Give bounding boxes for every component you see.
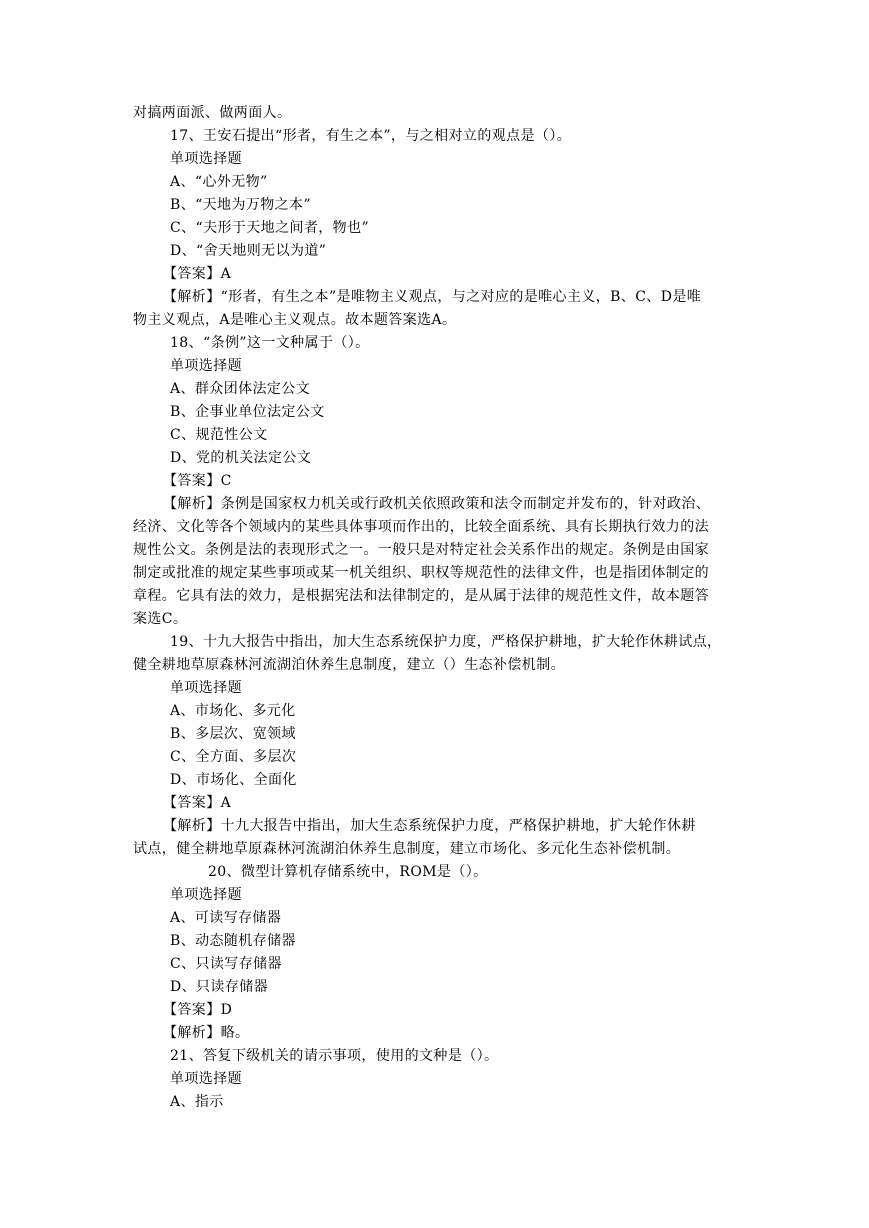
question-17-option-a: A、“心外无物” bbox=[170, 174, 268, 190]
question-18-explanation: 【解析】条例是国家权力机关或行政机关依照政策和法令而制定并发布的，针对政治、 bbox=[163, 496, 711, 512]
question-19-stem: 19、十九大报告中指出，加大生态系统保护力度，严格保护耕地，扩大轮作休耕试点， bbox=[170, 634, 722, 650]
question-21-option-a: A、指示 bbox=[170, 1094, 224, 1110]
question-19-option-b: B、多层次、宽领域 bbox=[170, 726, 296, 742]
question-18-answer: 【答案】C bbox=[163, 473, 232, 489]
question-18-option-b: B、企事业单位法定公文 bbox=[170, 404, 325, 420]
question-20-option-d: D、只读存储器 bbox=[170, 979, 269, 995]
question-17-option-c: C、“夫形于天地之间者，物也” bbox=[170, 220, 370, 236]
question-18-explanation-cont: 经济、文化等各个领域内的某些具体事项而作出的，比较全面系统、具有长期执行效力的法 bbox=[133, 519, 709, 535]
question-20-option-a: A、可读写存储器 bbox=[170, 910, 282, 926]
question-17-explanation: 【解析】“形者，有生之本”是唯物主义观点，与之对应的是唯心主义，B、C、D是唯 bbox=[163, 289, 702, 305]
question-19-stem-cont: 健全耕地草原森林河流湖泊休养生息制度，建立（）生态补偿机制。 bbox=[133, 657, 565, 673]
question-20-type: 单项选择题 bbox=[170, 887, 242, 903]
question-20-explanation: 【解析】略。 bbox=[163, 1025, 250, 1041]
question-17-explanation-cont: 物主义观点，A是唯心主义观点。故本题答案选A。 bbox=[133, 312, 457, 328]
question-18-explanation-cont: 章程。它具有法的效力，是根据宪法和法律制定的，是从属于法律的规范性文件，故本题答 bbox=[133, 588, 709, 604]
question-17-option-d: D、“舍天地则无以为道” bbox=[170, 243, 327, 259]
question-18-explanation-cont: 案选C。 bbox=[133, 611, 188, 627]
question-18-type: 单项选择题 bbox=[170, 358, 242, 374]
question-18-option-a: A、群众团体法定公文 bbox=[170, 381, 311, 397]
question-17-answer: 【答案】A bbox=[163, 266, 232, 282]
question-19-explanation: 【解析】十九大报告中指出，加大生态系统保护力度，严格保护耕地，扩大轮作休耕 bbox=[163, 818, 696, 834]
question-20-option-c: C、只读写存储器 bbox=[170, 956, 282, 972]
question-17-stem: 17、王安石提出“形者，有生之本”，与之相对立的观点是（）。 bbox=[170, 128, 572, 144]
question-21-type: 单项选择题 bbox=[170, 1071, 242, 1087]
question-19-explanation-cont: 试点，健全耕地草原森林河流湖泊休养生息制度，建立市场化、多元化生态补偿机制。 bbox=[133, 841, 681, 857]
question-20-stem: 20、微型计算机存储系统中，ROM是（）。 bbox=[208, 864, 488, 880]
intro-tail: 对搞两面派、做两面人。 bbox=[133, 105, 292, 121]
question-19-option-c: C、全方面、多层次 bbox=[170, 749, 297, 765]
question-18-option-c: C、规范性公文 bbox=[170, 427, 268, 443]
question-18-explanation-cont: 规性公文。条例是法的表现形式之一。一般只是对特定社会关系作出的规定。条例是由国家 bbox=[133, 542, 709, 558]
question-17-option-b: B、“天地为万物之本” bbox=[170, 197, 312, 213]
question-18-stem: 18、“条例”这一文种属于（）。 bbox=[170, 335, 370, 351]
question-20-option-b: B、动态随机存储器 bbox=[170, 933, 296, 949]
question-18-option-d: D、党的机关法定公文 bbox=[170, 450, 312, 466]
question-18-explanation-cont: 制定或批准的规定某些事项或某一机关组织、职权等规范性的法律文件，也是指团体制定的 bbox=[133, 565, 709, 581]
question-20-answer: 【答案】D bbox=[163, 1002, 233, 1018]
question-17-type: 单项选择题 bbox=[170, 151, 242, 167]
question-19-option-d: D、市场化、全面化 bbox=[170, 772, 297, 788]
question-21-stem: 21、答复下级机关的请示事项，使用的文种是（）。 bbox=[170, 1048, 499, 1064]
question-19-answer: 【答案】A bbox=[163, 795, 232, 811]
question-19-option-a: A、市场化、多元化 bbox=[170, 703, 296, 719]
question-19-type: 单项选择题 bbox=[170, 680, 242, 696]
